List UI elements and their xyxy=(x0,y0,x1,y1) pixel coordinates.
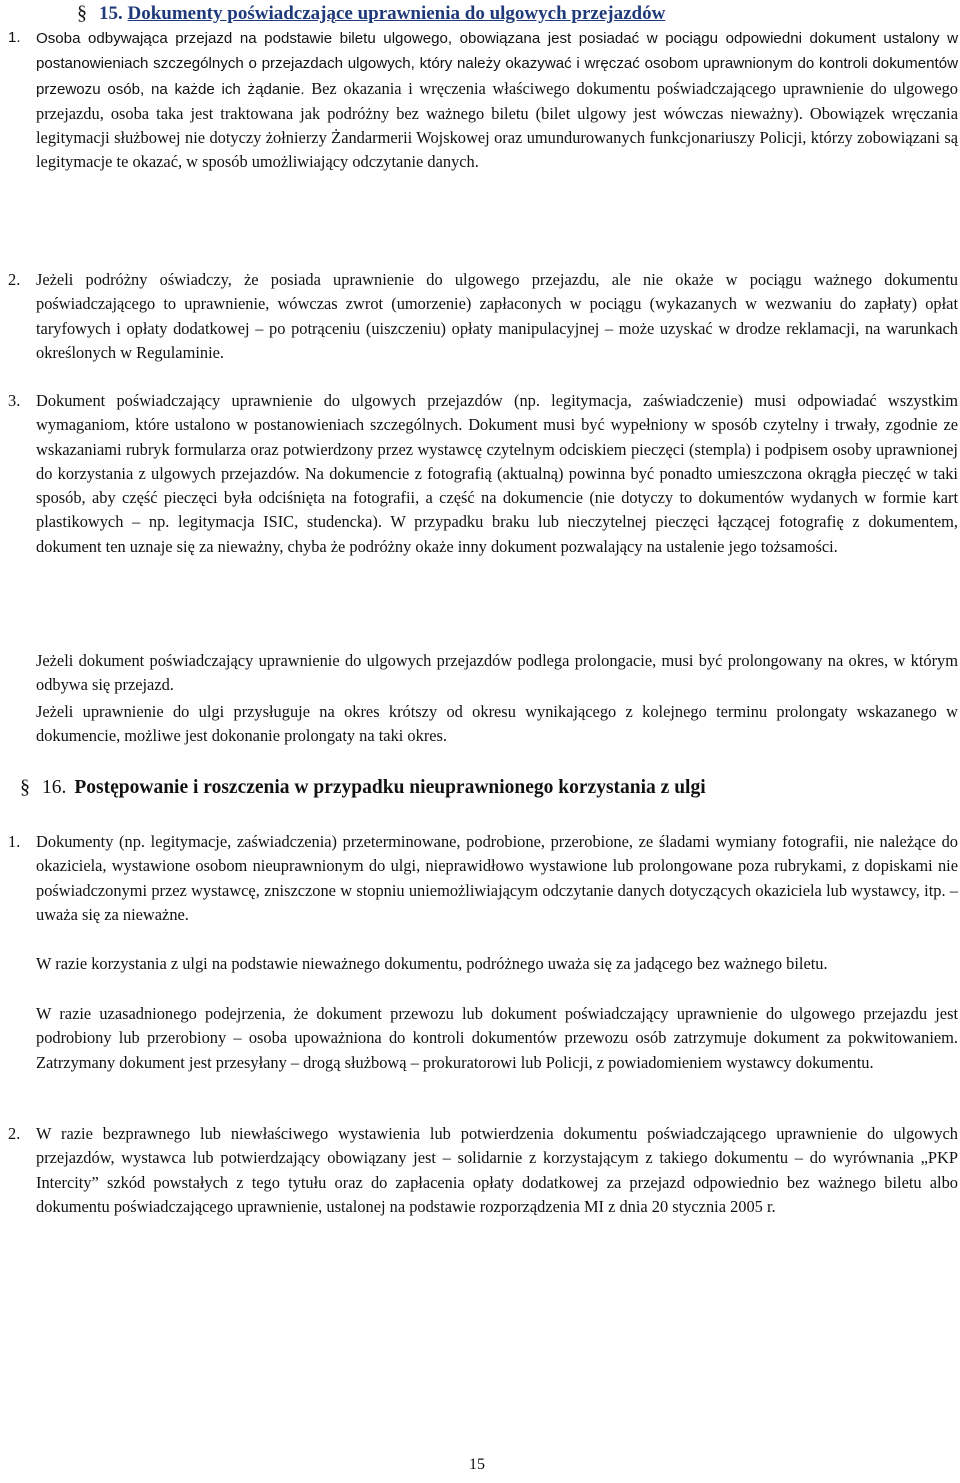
point-number: 2. xyxy=(8,1124,21,1143)
point-text-continued: W razie korzystania z ulgi na podstawie nieważnego dokumentu, podróżnego uważa się za jadącego bez ważnego biletu. xyxy=(36,954,828,973)
page-number: 15 xyxy=(469,1456,485,1473)
point-text: W razie bezprawnego lub niewłaściwego wystawienia lub potwierdzenia dokumentu poświadczającego uprawnienie do ulgowych przejazdów, wystawca lub potwierdzający obowiązany jest – solidarnie z korzystającym z takiego dokumentu – do wyrównania „PKP Intercity” szkód powstałych z tego tytułu oraz do zapłacenia opłaty dodatkowej za przejazd odpowiednio bez ważnego biletu albo dokumentu poświadczającego uprawnienie, ustalonej na podstawie rozporządzenia MI z dnia 20 stycznia 2005 r. xyxy=(36,1124,958,1216)
point-number: 1. xyxy=(8,29,21,46)
text-run: Bez okazania i wręczenia właściwego dokumentu poświadczającego uprawnienie do ulgowego przejazdu, osoba taka jest traktowana jak podróżny bez ważnego biletu (bilet ulgowy jest wówczas nieważny). xyxy=(36,78,958,123)
text-run: Osoba odbywająca przejazd na podstawie biletu ulgowego, obowiązana jest posiadać w pociągu odpowiedni dokument ustalony w postanowieniach szczególnych o przejazdach ulgowych, który należy okazywać i wręczać osobom uprawnionym do kontroli dokumentów przewozu osób, na każde ich żądanie. xyxy=(36,30,958,98)
point-number: 3. xyxy=(8,391,21,410)
text-run: Obowiązek wręczania legitymacji służbowej nie dotyczy żołnierzy Żandarmerii Wojskowej oraz umundurowanych funkcjonariuszy Policji, którzy zobowiązani są legitymacje te okazać, w sposób umożliwiający odczytanie danych. xyxy=(36,103,958,172)
point-number: 1. xyxy=(8,832,21,851)
point-text: Dokumenty (np. legitymacje, zaświadczenia) przeterminowane, podrobione, przerobione, ze śladami wymiany fotografii, nie należące do okaziciela, wystawione osobom nieuprawnionym do ulgi, nieprawidłowo wystawione lub prolongowane poza rubrykami, z dopiskami nie poświadczonymi przez wystawcę, zniszczone w stopniu uniemożliwiającym odczytanie danych dotyczących okaziciela lub wystawcy, itp. – uważa się za nieważne. xyxy=(36,832,958,924)
point-text-continued: Jeżeli dokument poświadczający uprawnienie do ulgowych przejazdów podlega prolongacie, musi być prolongowany na okres, w którym odbywa się przejazd. xyxy=(36,651,958,695)
point-text: Jeżeli podróżny oświadczy, że posiada uprawnienie do ulgowego przejazdu, ale nie okaże w pociągu ważnego dokumentu poświadczającego to uprawnienie, wówczas zwrot (umorzenie) zapłaconych w pociągu (wykazanych w wezwaniu do zapłaty) opłat taryfowych i opłaty dodatkowej – po potrąceniu (uiszczeniu) opłaty manipulacyjnej – może uzyskać w drodze reklamacji, na warunkach określonych w Regulaminie. xyxy=(36,270,958,362)
point-number: 2. xyxy=(8,270,21,289)
point-text-continued: W razie uzasadnionego podejrzenia, że dokument przewozu lub dokument poświadczający uprawnienie do ulgowego przejazdu jest podrobiony lub przerobiony – osoba upoważniona do kontroli dokumentów przewozu osób zatrzymuje dokument za pokwitowaniem. Zatrzymany dokument jest przesyłany – drogą służbową – prokuratorowi lub Policji, z powiadomieniem wystawcy dokumentu. xyxy=(36,1004,958,1072)
section-15-title: Dokumenty poświadczające uprawnienia do ulgowych przejazdów xyxy=(127,3,666,24)
section-15-heading xyxy=(77,2,665,25)
point-text xyxy=(36,26,958,175)
point-text-continued: Jeżeli uprawnienie do ulgi przysługuje na okres krótszy od okresu wynikającego z kolejnego terminu prolongaty wskazanego w dokumencie, możliwe jest dokonanie prolongaty na taki okres. xyxy=(36,702,958,746)
paragraph-sign: § xyxy=(20,776,30,798)
section-15-number: 15. xyxy=(99,3,123,24)
paragraph-sign: § xyxy=(77,2,87,24)
section-16-number: 16. xyxy=(42,777,67,798)
section-16-heading xyxy=(20,776,706,800)
section-16-title: Postępowanie i roszczenia w przypadku nieuprawnionego korzystania z ulgi xyxy=(74,777,706,798)
point-text: Dokument poświadczający uprawnienie do ulgowych przejazdów (np. legitymacja, zaświadczenie) musi odpowiadać wszystkim wymaganiom, które ustalono w postanowieniach szczególnych. Dokument musi być wypełniony w sposób czytelny i trwały, zgodnie ze wskazaniami rubryk formularza oraz potwierdzony przez wystawcę czytelnym odciskiem pieczęci (stempla) i podpisem osoby uprawnionej do korzystania z ulgowych przejazdów. Na dokumencie z fotografią (aktualną) powinna być ponadto umieszczona okrągła pieczęć w taki sposób, aby część pieczęci była odciśnięta na fotografii, a część na dokumencie (nie dotyczy to dokumentów wydanych w formie kart plastikowych – np. legitymacja ISIC, studencka). W przypadku braku lub nieczytelnej pieczęci łączącej fotografię z dokumentem, dokument ten uznaje się za nieważny, chyba że podróżny okaże inny dokument pozwalający na ustalenie jego tożsamości. xyxy=(36,391,958,556)
